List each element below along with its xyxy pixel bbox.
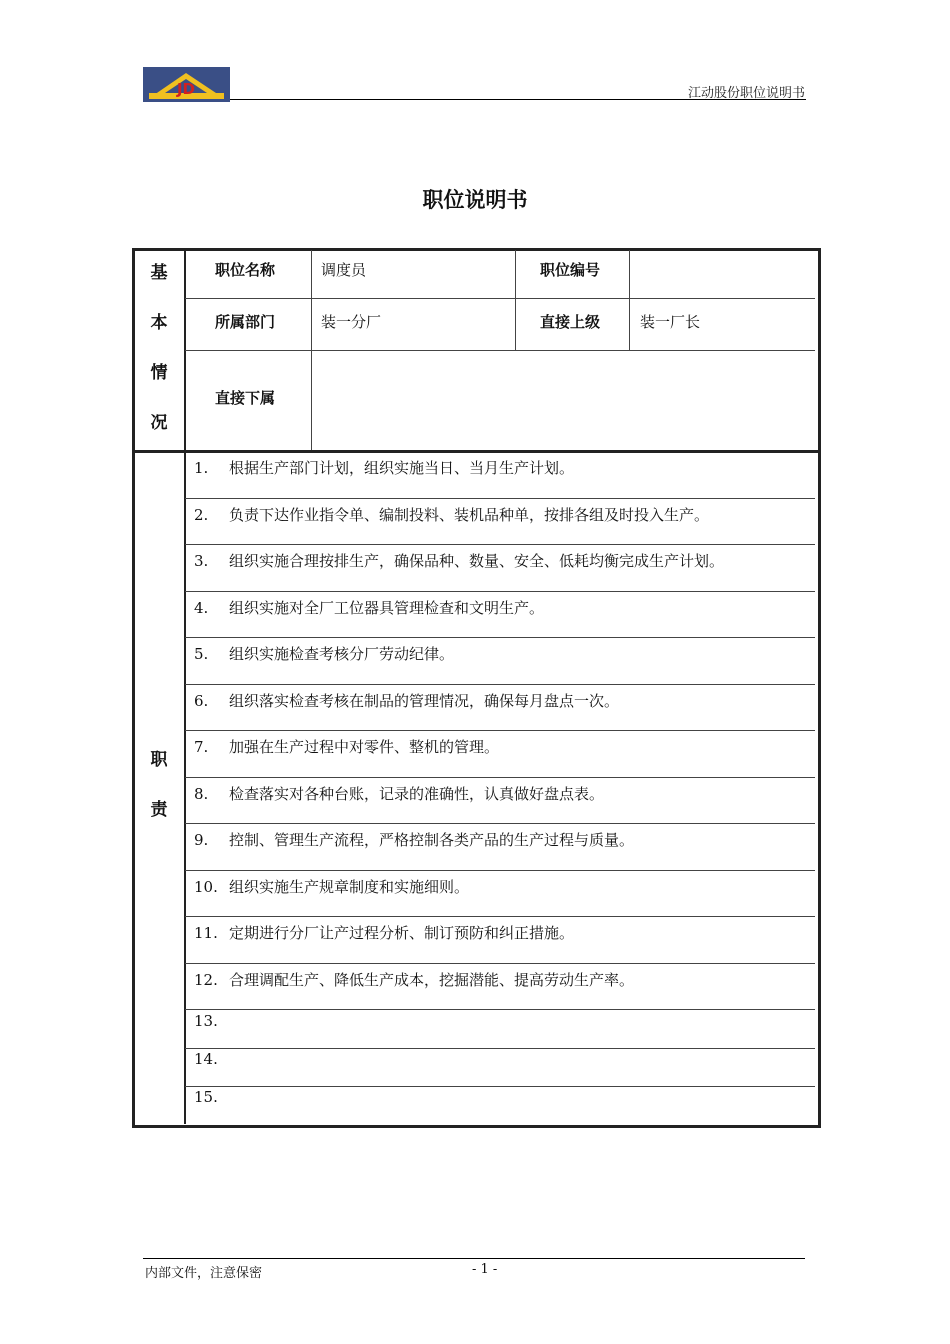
footer-rule (143, 1258, 805, 1259)
duty-number: 13. (194, 1012, 218, 1030)
duty-number: 11. (194, 924, 218, 942)
duty-number: 15. (194, 1088, 218, 1106)
grid-line (185, 637, 815, 638)
section-divider (132, 450, 818, 453)
duty-item (194, 690, 619, 711)
position-name-value: 调度员 (321, 261, 367, 279)
grid-line (515, 250, 516, 351)
grid-line (185, 823, 815, 824)
duties-section-char: 职 (150, 750, 168, 770)
duty-text: 加强在生产过程中对零件、整机的管理。 (229, 738, 500, 756)
header-document-name: 江动股份职位说明书 (687, 86, 805, 101)
job-description-table (132, 248, 821, 1128)
duty-text: 根据生产部门计划，组织实施当日、当月生产计划。 (229, 459, 575, 477)
duty-number: 7. (194, 738, 209, 756)
header-rule (230, 99, 806, 100)
grid-line (185, 1048, 815, 1049)
duty-number: 9. (194, 831, 209, 849)
position-code-label: 职位编号 (540, 261, 601, 279)
basic-section-char: 本 (150, 313, 168, 333)
superior-value: 装一厂长 (640, 313, 701, 331)
duty-text: 负责下达作业指令单、编制投料、装机品种单，按排各组及时投入生产。 (229, 506, 710, 524)
duty-text: 组织实施对全厂工位器具管理检查和文明生产。 (229, 599, 545, 617)
department-value: 装一分厂 (321, 313, 382, 331)
duty-item (194, 736, 499, 757)
duty-item (194, 1088, 229, 1106)
duty-text: 组织实施生产规章制度和实施细则。 (229, 878, 470, 896)
grid-line (185, 498, 815, 499)
duty-number: 12. (194, 971, 218, 989)
grid-line (185, 298, 815, 299)
grid-line (185, 544, 815, 545)
grid-line (185, 1009, 815, 1010)
duty-text: 组织落实检查考核在制品的管理情况，确保每月盘点一次。 (229, 692, 620, 710)
grid-line (185, 684, 815, 685)
duty-text: 检查落实对各种台账，记录的准确性，认真做好盘点表。 (229, 785, 605, 803)
duty-item (194, 969, 634, 990)
duty-number: 2. (194, 506, 209, 524)
duty-number: 5. (194, 645, 209, 663)
duty-item (194, 922, 574, 943)
grid-line (185, 591, 815, 592)
duty-item (194, 829, 634, 850)
footer-confidential: 内部文件，注意保密 (145, 1266, 263, 1281)
duty-text: 组织实施检查考核分厂劳动纪律。 (229, 645, 455, 663)
duty-number: 4. (194, 599, 209, 617)
department-label: 所属部门 (215, 313, 276, 331)
duty-number: 10. (194, 878, 218, 896)
grid-line (185, 350, 815, 351)
duty-text: 合理调配生产、降低生产成本，挖掘潜能、提高劳动生产率。 (229, 971, 635, 989)
grid-line (185, 963, 815, 964)
grid-line (185, 1086, 815, 1087)
duty-item (194, 1012, 229, 1030)
grid-line (629, 250, 630, 351)
page-title: 职位说明书 (422, 188, 528, 212)
duty-text: 定期进行分厂让产过程分析、制订预防和纠正措施。 (229, 924, 575, 942)
position-name-label: 职位名称 (215, 261, 276, 279)
duty-number: 1. (194, 459, 209, 477)
duty-item (194, 597, 544, 618)
company-logo (143, 67, 230, 102)
basic-section-char: 基 (150, 263, 168, 283)
duty-item (194, 457, 574, 478)
subordinate-label: 直接下属 (215, 389, 276, 407)
basic-section-char: 况 (150, 413, 168, 433)
duty-number: 6. (194, 692, 209, 710)
grid-line (185, 730, 815, 731)
duty-item (194, 643, 454, 664)
duty-text: 组织实施合理按排生产，确保品种、数量、安全、低耗均衡完成生产计划。 (229, 552, 725, 570)
superior-label: 直接上级 (540, 313, 601, 331)
duty-number: 8. (194, 785, 209, 803)
grid-line (185, 870, 815, 871)
duty-number: 14. (194, 1050, 218, 1068)
duty-item (194, 504, 709, 525)
duty-item (194, 550, 724, 571)
duty-item (194, 1050, 229, 1068)
logo-graphic (143, 67, 230, 102)
duty-text: 控制、管理生产流程，严格控制各类产品的生产过程与质量。 (229, 831, 635, 849)
duty-number: 3. (194, 552, 209, 570)
basic-section-char: 情 (150, 363, 168, 383)
svg-text:JD: JD (176, 80, 196, 98)
side-column-divider (184, 250, 186, 1124)
duties-section-char: 责 (150, 800, 168, 820)
grid-line (185, 916, 815, 917)
grid-line (185, 777, 815, 778)
page-number: - 1 - (472, 1262, 498, 1277)
duty-item (194, 783, 604, 804)
duty-item (194, 876, 469, 897)
